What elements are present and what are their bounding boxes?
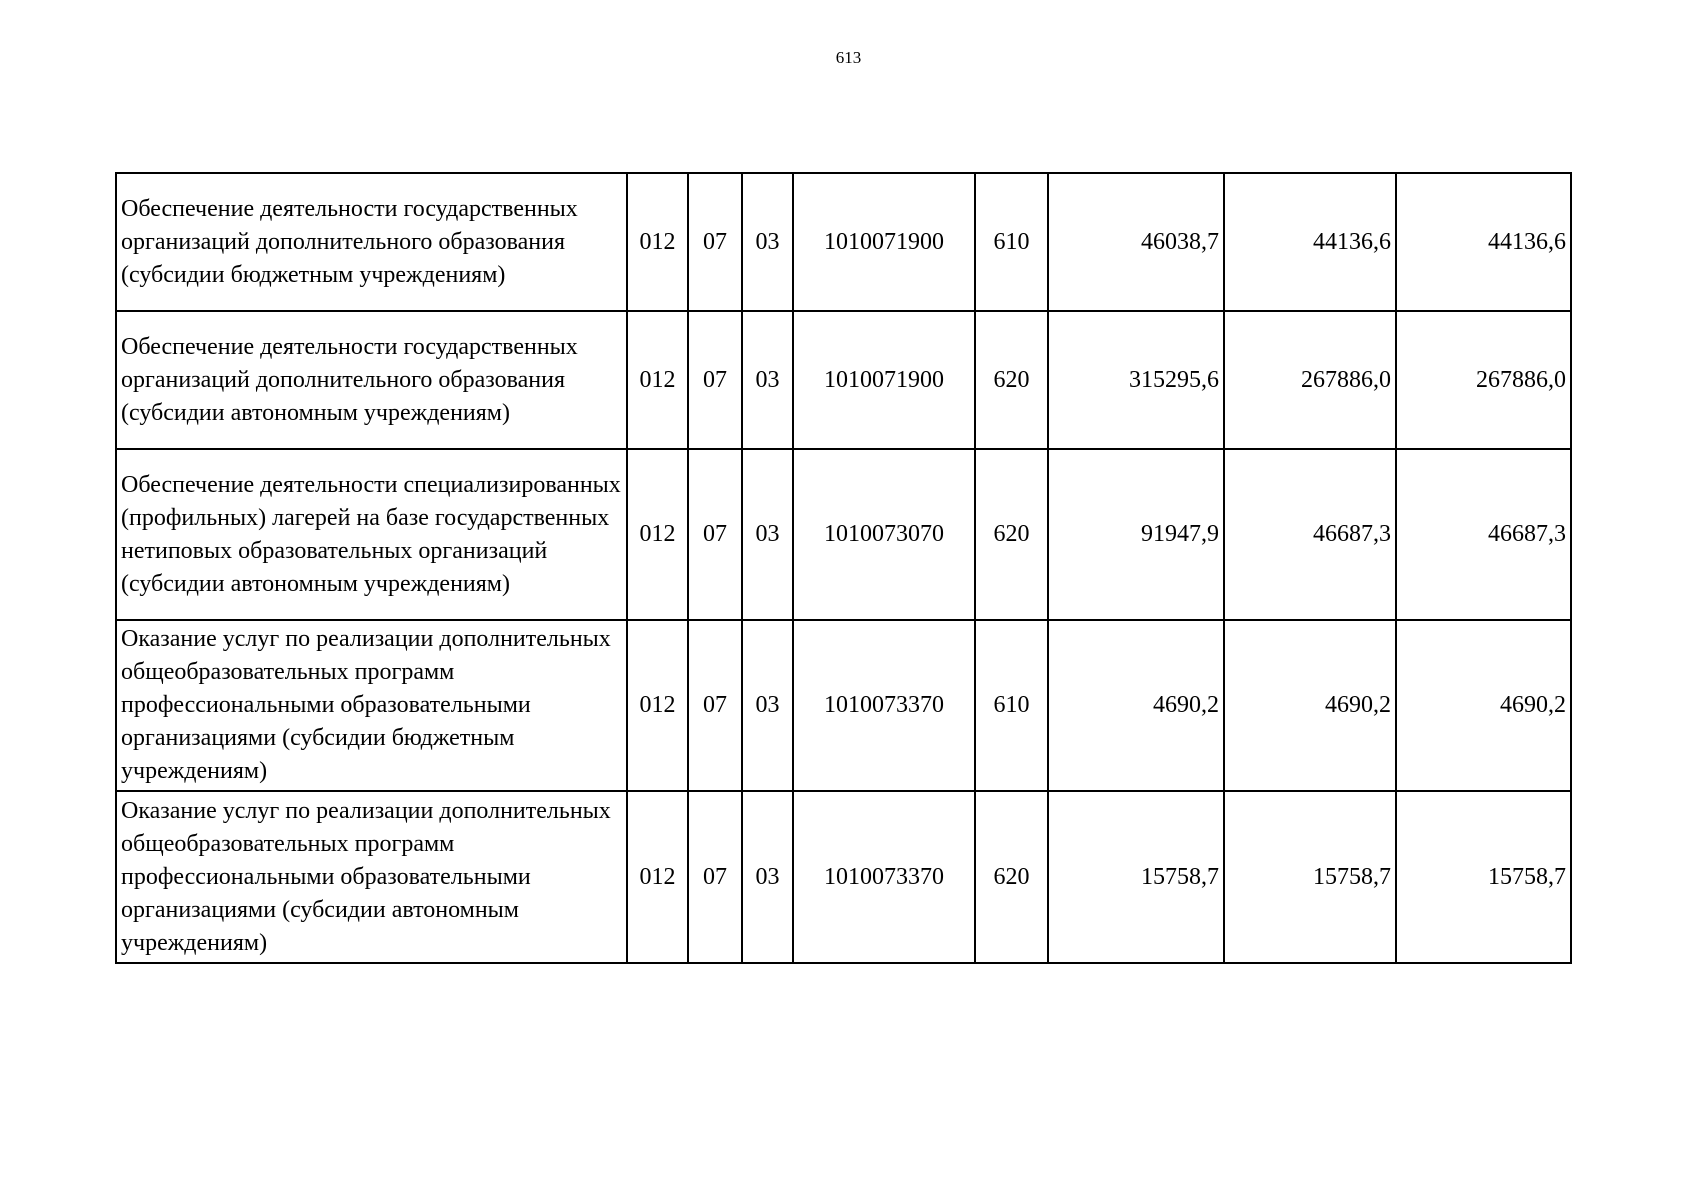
ministry-code: 012 — [627, 449, 688, 620]
sum-3: 267886,0 — [1396, 311, 1571, 449]
ministry-code: 012 — [627, 791, 688, 963]
expense-type-code: 620 — [975, 449, 1048, 620]
section-code: 07 — [688, 311, 742, 449]
section-code: 07 — [688, 620, 742, 791]
ministry-code: 012 — [627, 620, 688, 791]
target-article-code: 1010073370 — [793, 620, 975, 791]
sum-3: 44136,6 — [1396, 173, 1571, 311]
table-row — [116, 620, 1571, 791]
sum-3: 15758,7 — [1396, 791, 1571, 963]
sum-1: 315295,6 — [1048, 311, 1224, 449]
row-description: Обеспечение деятельности государственных организаций дополнительного образования (субсидии автономным учреждениям) — [116, 311, 627, 449]
sum-2: 15758,7 — [1224, 791, 1396, 963]
table-row — [116, 449, 1571, 620]
table-row — [116, 173, 1571, 311]
sum-1: 91947,9 — [1048, 449, 1224, 620]
expense-type-code: 620 — [975, 791, 1048, 963]
subsection-code: 03 — [742, 311, 793, 449]
row-description: Оказание услуг по реализации дополнительных общеобразовательных программ профессиональными образовательными организациями (субсидии автономным учреждениям) — [116, 791, 627, 963]
section-code: 07 — [688, 791, 742, 963]
sum-3: 4690,2 — [1396, 620, 1571, 791]
expense-type-code: 610 — [975, 620, 1048, 791]
target-article-code: 1010071900 — [793, 173, 975, 311]
target-article-code: 1010071900 — [793, 311, 975, 449]
section-code: 07 — [688, 173, 742, 311]
row-description: Обеспечение деятельности государственных организаций дополнительного образования (субсидии бюджетным учреждениям) — [116, 173, 627, 311]
ministry-code: 012 — [627, 311, 688, 449]
table-row — [116, 311, 1571, 449]
sum-1: 15758,7 — [1048, 791, 1224, 963]
subsection-code: 03 — [742, 620, 793, 791]
sum-2: 267886,0 — [1224, 311, 1396, 449]
budget-table — [115, 172, 1572, 964]
expense-type-code: 620 — [975, 311, 1048, 449]
sum-2: 44136,6 — [1224, 173, 1396, 311]
expense-type-code: 610 — [975, 173, 1048, 311]
row-description: Оказание услуг по реализации дополнительных общеобразовательных программ профессиональными образовательными организациями (субсидии бюджетным учреждениям) — [116, 620, 627, 791]
subsection-code: 03 — [742, 173, 793, 311]
table-row — [116, 791, 1571, 963]
sum-2: 46687,3 — [1224, 449, 1396, 620]
target-article-code: 1010073370 — [793, 791, 975, 963]
sum-2: 4690,2 — [1224, 620, 1396, 791]
page-number: 613 — [835, 48, 862, 67]
sum-3: 46687,3 — [1396, 449, 1571, 620]
section-code: 07 — [688, 449, 742, 620]
sum-1: 46038,7 — [1048, 173, 1224, 311]
subsection-code: 03 — [742, 791, 793, 963]
row-description: Обеспечение деятельности специализированных (профильных) лагерей на базе государственных нетиповых образовательных организаций (субсидии автономным учреждениям) — [116, 449, 627, 620]
subsection-code: 03 — [742, 449, 793, 620]
ministry-code: 012 — [627, 173, 688, 311]
target-article-code: 1010073070 — [793, 449, 975, 620]
sum-1: 4690,2 — [1048, 620, 1224, 791]
